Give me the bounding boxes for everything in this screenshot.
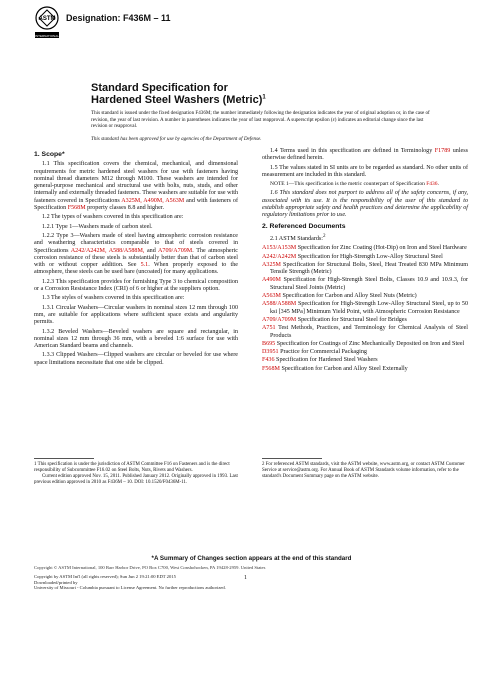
reference-item: A490M Specification for High-Strength Steel Bolts, Classes 10.9 and 10.9.3, for Structural Steel Joints (Metric) — [262, 277, 468, 291]
title-line-2: Hardened Steel Washers (Metric)$^1$ — [91, 94, 266, 106]
left-column — [34, 148, 238, 369]
spec-link-f1789[interactable]: F1789 — [434, 148, 451, 154]
reference-code-link[interactable]: A153/A153M — [262, 245, 297, 252]
reference-code-link[interactable]: F436 — [262, 357, 275, 364]
dod-note: This standard has been approved for use by agencies of the Department of Defense. — [91, 136, 262, 142]
summary-of-changes-note: *A Summary of Changes section appears at the end of this standard — [151, 555, 352, 562]
reference-item: A325M Specification for Structural Bolts, Steel, Heat Treated 830 MPa Minimum Tensile Strength (Metric) — [262, 261, 468, 276]
reference-code-link[interactable]: D3951 — [262, 349, 279, 356]
reference-code-link[interactable]: A242/A242M — [262, 253, 297, 260]
svg-text:ASTM: ASTM — [38, 16, 56, 22]
para-1-2-1: 1.2.1 Type 1—Washers made of carbon steel. — [42, 223, 153, 230]
astm-standards-label: 2.1 ASTM Standards:$^2$ — [270, 232, 326, 242]
reference-code-link[interactable]: A325M — [262, 261, 281, 268]
referenced-documents-heading: 2. Referenced Documents — [262, 222, 346, 230]
section-link-5-1[interactable]: 5.1 — [140, 262, 149, 269]
reference-code-link[interactable]: F568M — [262, 365, 280, 372]
spec-links[interactable]: A325M, A490M, A563M — [121, 197, 185, 204]
scope-heading: 1. Scope* — [34, 151, 65, 158]
reference-list — [262, 245, 468, 373]
reference-item: A242/A242M Specification for High-Strength Low-Alloy Structural Steel — [262, 253, 443, 260]
para-1-6: 1.6 This standard does not purport to address all of the safety concerns, if any, associated with its use. It is the responsibility of the user of this standard to establish appropriate safety and health practices and determine the applicability of regulatory limitations prior to use. — [262, 190, 468, 219]
title-line-1: Standard Specification for — [91, 82, 228, 94]
page-number: 1 — [244, 575, 247, 581]
designation: Designation: F436M – 11 — [66, 13, 171, 23]
para-1-5: 1.5 The values stated in SI units are to be regarded as standard. No other units of measurement are included in this standard. — [262, 164, 468, 178]
para-1-3: 1.3 The styles of washers covered in this specification are: — [42, 295, 185, 302]
spec-link-f568m[interactable]: F568M — [67, 205, 86, 212]
para-1-1: 1.1 This specification covers the chemical, mechanical, and dimensional requirements for metric hardened steel washers for use with fasteners having nominal thread diameters M12 through M100. These washers are intended for general-purpose mechanical and structural use with bolts, nuts, studs, and other internally and externally threaded fasteners. These washers are suitable for use with fasteners covered in Specifications A325M, A490M, A563M and with fasteners of Specification F568M property classes 8.8 and higher. — [34, 161, 238, 212]
right-column — [262, 148, 468, 374]
reference-code-link[interactable]: A709/A709M — [262, 316, 297, 323]
note-1: NOTE 1—This specification is the metric counterpart of Specification F436. — [270, 181, 439, 188]
para-1-2: 1.2 The types of washers covered in this specification are: — [42, 214, 184, 221]
reference-item: A751 Test Methods, Practices, and Terminology for Chemical Analysis of Steel Products — [262, 325, 468, 339]
reference-item: D3951 Practice for Commercial Packaging — [262, 349, 367, 356]
copyright-line: Copyright © ASTM International, 100 Barr Harbor Drive, PO Box C700, West Conshohocken, PA 19428-2959. United States — [34, 565, 266, 570]
para-1-3-3: 1.3.3 Clipped Washers—Clipped washers are circular or beveled for use where space limitations necessitate that one side be clipped. — [34, 352, 238, 366]
para-1-2-2: 1.2.2 Type 3—Washers made of steel having atmospheric corrosion resistance and weathering characteristics comparable to that of steels covered in Specifications A242/A242M, A588/A588M, and A709/A709M. The atmospheric corrosion resistance of these steels is substantially better than that of carbon steel with or without copper addition. See 5.1. When properly exposed to the atmosphere, these steels can be used bare (uncoated) for many applications. — [34, 232, 239, 276]
para-1-4: 1.4 Terms used in this specification are defined in Terminology F1789 unless otherwise defined herein. — [262, 148, 468, 162]
spec-link-a709[interactable]: A709/A709M — [158, 247, 193, 254]
spec-links-2[interactable]: A242/A242M, A588/A588M, — [70, 247, 145, 254]
issue-note: This standard is issued under the fixed designation F436M; the number immediately following the designation indicates the year of original adoption or, in the case of revision, the year of last revision. A number in parentheses indicates the year of last reapproval. A superscript epsilon (ε) indicates an editorial change since the last revision or reapproval. — [91, 110, 430, 129]
para-1-3-1: 1.3.1 Circular Washers—Circular washers in nominal sizes 12 mm through 100 mm, are suitable for applications where sufficient space exists and angularity permits. — [34, 304, 238, 326]
footnote-rule-right — [262, 458, 322, 459]
reference-code-link[interactable]: B695 — [262, 340, 276, 347]
reference-item: A709/A709M Specification for Structural Steel for Bridges — [262, 316, 407, 323]
reference-item: B695 Specification for Coatings of Zinc Mechanically Deposited on Iron and Steel — [262, 340, 465, 347]
reference-code-link[interactable]: A563M — [262, 293, 281, 300]
spec-link-f436[interactable]: F436 — [426, 181, 438, 188]
reference-item: F436 Specification for Hardened Steel Washers — [262, 357, 378, 364]
reference-item: A153/A153M Specification for Zinc Coating (Hot-Dip) on Iron and Steel Hardware — [262, 245, 467, 252]
reference-code-link[interactable]: A751 — [262, 325, 276, 332]
astm-logo — [34, 6, 60, 40]
reference-item: A588/A588M Specification for High-Strength Low-Alloy Structural Steel, up to 50 ksi [345 MPa] Minimum Yield Point, with Atmospheric Corrosion Resistance — [262, 301, 468, 315]
para-1-2-3: 1.2.3 This specification provides for furnishing Type 3 to chemical composition or a Corrosion Resistance Index (CRI) of 6 or higher at the suppliers option. — [34, 278, 238, 293]
reference-code-link[interactable]: A490M — [262, 277, 281, 284]
logo-text: INTERNATIONAL — [35, 34, 59, 38]
reference-item: A563M Specification for Carbon and Alloy Steel Nuts (Metric) — [262, 293, 417, 300]
footnote-1: 1 This specification is under the jurisdiction of ASTM Committee F16 on Fasteners and is the direct responsibility of Subcommittee F16.02 on Steel Bolts, Nuts, Rivets and Washers. Current edition approved Nov. 15, 2011. Published January 2012. Originally approved in 1993. Last previous edition approved in 2010 as F436M – 10. DOI: 10.1520/F0436M-11. — [34, 462, 238, 485]
reference-code-link[interactable]: A588/A588M — [262, 301, 297, 308]
footnote-rule-left — [34, 458, 94, 459]
footnote-2: 2 For referenced ASTM standards, visit the ASTM website, www.astm.org, or contact ASTM Customer Service at service@astm.org. For Annual Book of ASTM Standards volume information, refer to the standard's Document Summary page on the ASTM website. — [262, 462, 465, 479]
license-stamp: Copyright by ASTM Int'l (all rights reserved); Sun Jun 2 19:21:00 EDT 2015 Downloaded/printed by University of Missouri - Columbia pursuant to License Agreement. No further reproductions authorized. — [34, 574, 226, 591]
para-1-3-2: 1.3.2 Beveled Washers—Beveled washers are square and rectangular, in nominal sizes 12 mm through 36 mm, with a beveled 1:6 surface for use with American Standard beams and channels. — [34, 328, 238, 350]
reference-item: F568M Specification for Carbon and Alloy Steel Externally — [262, 365, 408, 372]
